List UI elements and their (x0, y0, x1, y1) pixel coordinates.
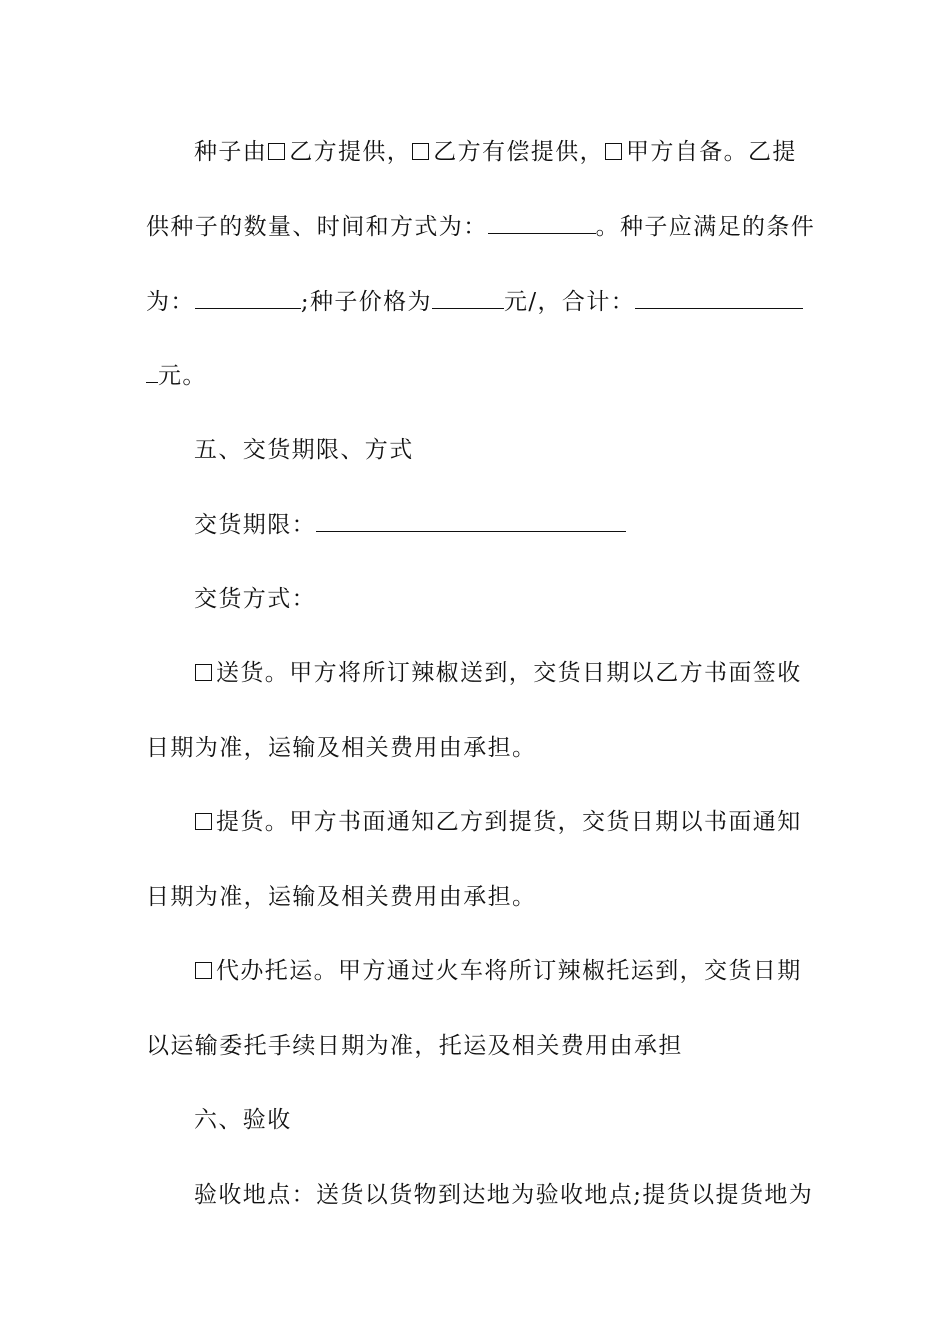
text-segment: 代办托运。甲方通过火车将所订辣椒托运到，交货日期 (216, 958, 802, 984)
text-line (146, 360, 950, 391)
text-segment: 为： (146, 289, 195, 315)
fill-in-blank[interactable] (432, 286, 504, 309)
fill-in-blank[interactable] (635, 286, 803, 309)
checkbox-icon[interactable] (195, 962, 212, 979)
text-segment: 元。 (158, 363, 207, 389)
text-segment: 乙方提供， (289, 139, 412, 165)
checkbox-icon[interactable] (605, 143, 622, 160)
text-line (194, 509, 950, 540)
text-segment: 种子由 (194, 139, 268, 165)
text-line (194, 807, 950, 837)
text-segment: 甲方自备。乙提 (626, 139, 797, 165)
text-line (194, 137, 950, 167)
text-line (194, 658, 950, 688)
fill-in-blank[interactable] (488, 211, 596, 234)
text-segment: 以运输委托手续日期为准，托运及相关费用由承担 (146, 1033, 683, 1059)
text-line (146, 286, 950, 317)
text-segment: 。种子应满足的条件 (595, 214, 816, 240)
text-segment: 验收地点：送货以货物到达地为验收地点;提货以提货地为 (194, 1182, 814, 1208)
text-segment: 六、验收 (194, 1107, 292, 1133)
text-line (146, 882, 950, 912)
fill-in-blank[interactable] (195, 286, 301, 309)
text-segment: 日期为准，运输及相关费用由承担。 (146, 735, 537, 761)
text-segment: 交货方式： (194, 586, 316, 612)
text-line (194, 1105, 950, 1135)
text-segment: 乙方有偿提供， (433, 139, 605, 165)
text-line (146, 733, 950, 763)
text-segment: ;种子价格为 (300, 289, 432, 315)
fill-in-blank[interactable] (316, 509, 626, 532)
text-line (194, 1180, 950, 1210)
checkbox-icon[interactable] (195, 664, 212, 681)
text-segment: 五、交货期限、方式 (194, 437, 414, 463)
text-segment: 送货。甲方将所订辣椒送到，交货日期以乙方书面签收 (216, 660, 802, 686)
text-segment: 提货。甲方书面通知乙方到提货，交货日期以书面通知 (216, 809, 802, 835)
fill-in-blank[interactable] (146, 360, 158, 383)
checkbox-icon[interactable] (195, 813, 212, 830)
checkbox-icon[interactable] (268, 143, 285, 160)
text-segment: 交货期限： (194, 512, 316, 538)
text-line (194, 435, 950, 465)
checkbox-icon[interactable] (412, 143, 429, 160)
text-line (146, 1031, 950, 1061)
text-segment: 供种子的数量、时间和方式为： (146, 214, 488, 240)
text-segment: 日期为准，运输及相关费用由承担。 (146, 884, 537, 910)
text-segment: 元/，合计： (503, 289, 636, 315)
text-line (146, 211, 950, 242)
text-line (194, 956, 950, 986)
text-line (194, 584, 950, 614)
